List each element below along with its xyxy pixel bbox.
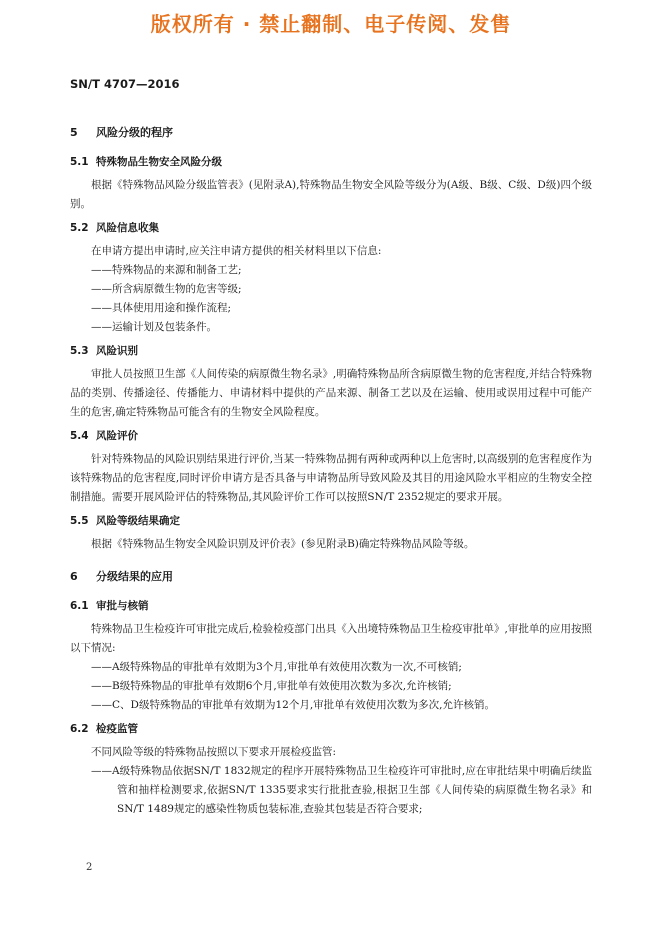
section-5-4-heading bbox=[70, 428, 592, 443]
section-title: 风险分级的程序 bbox=[96, 126, 173, 139]
list-item: ——C、D级特殊物品的审批单有效期为12个月,审批单有效使用次数为多次,允许核销。 bbox=[91, 699, 495, 711]
list-item: ——运输计划及包装条件。 bbox=[91, 321, 217, 333]
section-number: 5.3 bbox=[70, 345, 89, 357]
section-title: 风险评价 bbox=[96, 430, 138, 442]
page-number: 2 bbox=[86, 862, 93, 873]
paragraph: 不同风险等级的特殊物品按照以下要求开展检疫监管: bbox=[91, 746, 337, 758]
section-number: 5.4 bbox=[70, 430, 89, 442]
section-5-2-heading bbox=[70, 220, 592, 235]
section-5-3-heading bbox=[70, 343, 592, 358]
paragraph: 根据《特殊物品生物安全风险识别及评价表》(参见附录B)确定特殊物品风险等级。 bbox=[91, 538, 475, 550]
list-item: ——A级特殊物品的审批单有效期为3个月,审批单有效使用次数为一次,不可核销; bbox=[91, 661, 462, 673]
section-number: 5.5 bbox=[70, 515, 89, 527]
section-number: 5 bbox=[70, 126, 78, 139]
section-5-3 bbox=[70, 343, 592, 422]
list-item: ——A级特殊物品依据SN/T 1832规定的程序开展特殊物品卫生检疫许可审批时,应在审批结果中明确后续监管和抽样检测要求,依据SN/T 1335要求实行批批查验,根据卫生部《人间传染的病原微生物名录》和SN/T 1489规定的感染性物质包装标准,查验其包装是否符合要求; bbox=[91, 765, 592, 815]
section-5-1-heading bbox=[70, 154, 592, 169]
section-6-1-heading bbox=[70, 598, 592, 613]
list-item: ——所含病原微生物的危害等级; bbox=[91, 283, 242, 295]
document-body bbox=[70, 124, 592, 825]
copyright-watermark: 版权所有 · 禁止翻制、电子传阅、发售 bbox=[150, 12, 512, 36]
section-number: 6 bbox=[70, 570, 78, 583]
section-title: 审批与核销 bbox=[96, 600, 149, 612]
section-number: 5.2 bbox=[70, 222, 89, 234]
section-title: 分级结果的应用 bbox=[96, 570, 173, 583]
section-6-heading bbox=[70, 568, 592, 584]
list-item: ——具体使用用途和操作流程; bbox=[91, 302, 232, 314]
section-number: 6.2 bbox=[70, 723, 89, 735]
section-title: 风险信息收集 bbox=[96, 222, 159, 234]
section-5-5 bbox=[70, 513, 592, 554]
paragraph: 在申请方提出申请时,应关注申请方提供的相关材料里以下信息: bbox=[91, 245, 382, 257]
section-5-4 bbox=[70, 428, 592, 507]
paragraph: 针对特殊物品的风险识别结果进行评价,当某一特殊物品拥有两种或两种以上危害时,以高级别的危害程度作为该特殊物品的危害程度,同时评价申请方是否具备与申请物品所导致风险及其目的用途风险水平相应的生物安全控制措施。需要开展风险评估的特殊物品,其风险评价工作可以按照SN/T 2352规定的要求开展。 bbox=[70, 453, 592, 503]
section-number: 6.1 bbox=[70, 600, 89, 612]
list-item: ——B级特殊物品的审批单有效期6个月,审批单有效使用次数为多次,允许核销; bbox=[91, 680, 452, 692]
list-item: ——特殊物品的来源和制备工艺; bbox=[91, 264, 242, 276]
paragraph: 根据《特殊物品风险分级监管表》(见附录A),特殊物品生物安全风险等级分为(A级、B级、C级、D级)四个级别。 bbox=[70, 179, 592, 210]
section-5-5-heading bbox=[70, 513, 592, 528]
section-title: 风险等级结果确定 bbox=[96, 515, 180, 527]
section-5-2 bbox=[70, 220, 592, 337]
section-6-2 bbox=[70, 721, 592, 819]
paragraph: 审批人员按照卫生部《人间传染的病原微生物名录》,明确特殊物品所含病原微生物的危害程度,并结合特殊物品的类别、传播途径、传播能力、申请材料中提供的产品来源、制备工艺以及在运输、使用或误用过程中可能产生的危害,确定特殊物品可能含有的生物安全风险程度。 bbox=[70, 368, 592, 418]
section-number: 5.1 bbox=[70, 156, 89, 168]
section-title: 特殊物品生物安全风险分级 bbox=[96, 156, 222, 168]
section-6-1 bbox=[70, 598, 592, 715]
paragraph: 特殊物品卫生检疫许可审批完成后,检验检疫部门出具《入出境特殊物品卫生检疫审批单》,审批单的应用按照以下情况: bbox=[70, 623, 592, 654]
section-5-1 bbox=[70, 154, 592, 214]
section-6-2-heading bbox=[70, 721, 592, 736]
standard-code: SN/T 4707—2016 bbox=[70, 77, 180, 91]
section-title: 检疫监管 bbox=[96, 723, 138, 735]
section-title: 风险识别 bbox=[96, 345, 138, 357]
section-5-heading bbox=[70, 124, 592, 140]
